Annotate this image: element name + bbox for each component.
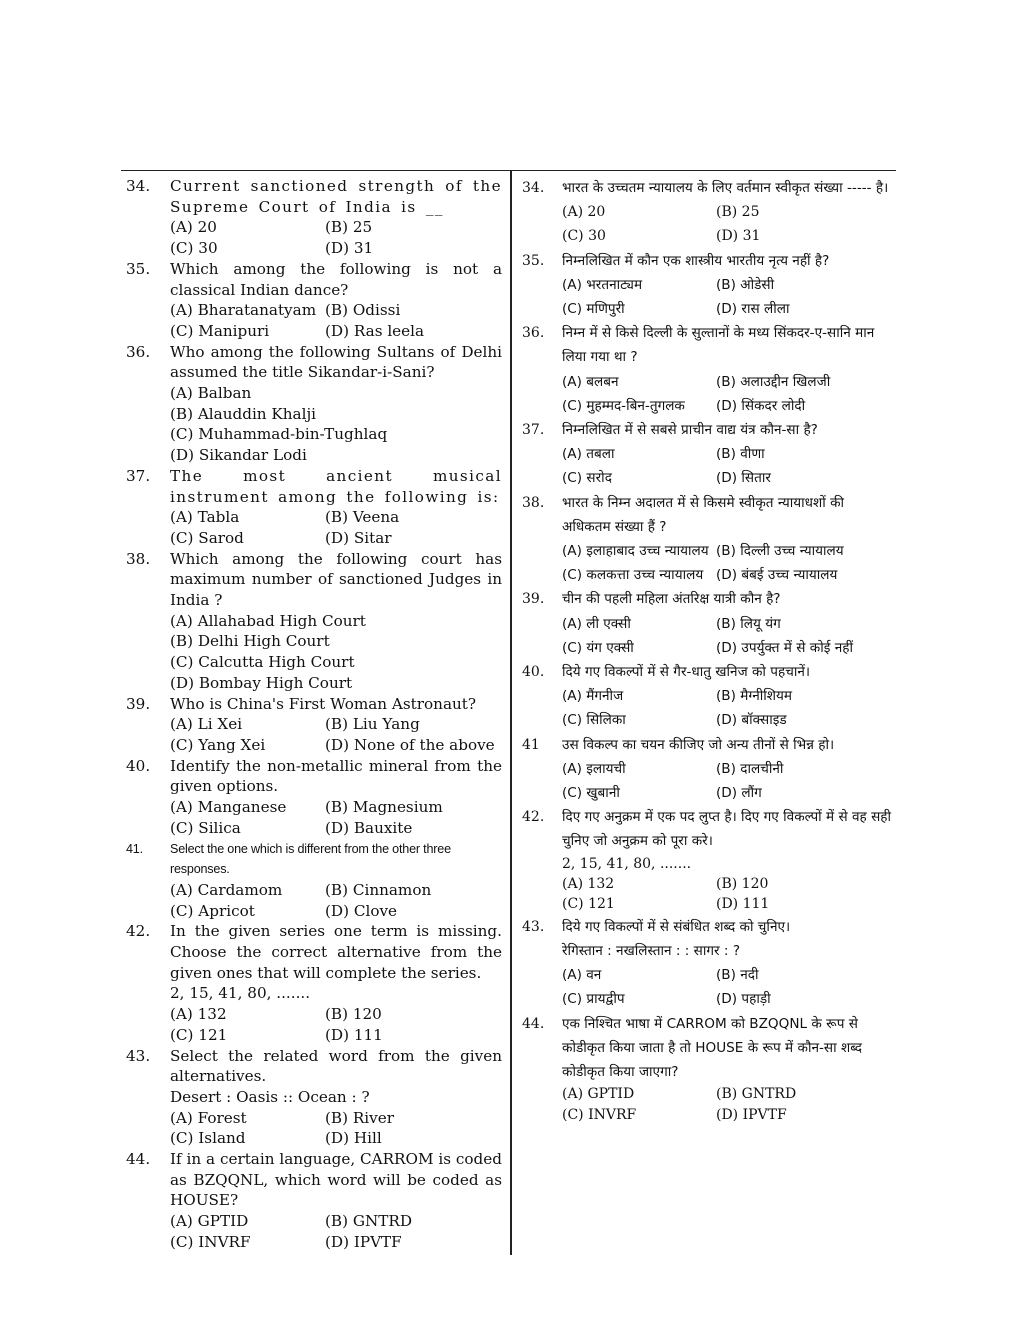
series-sequence: 2, 15, 41, 80, ....... <box>170 984 311 1003</box>
question-number: 41 <box>522 736 540 753</box>
option-b: (B) Alauddin Khalji <box>170 404 317 423</box>
option-a: (A) Allahabad High Court <box>170 611 366 630</box>
option-c: (C) Manipuri <box>170 321 270 340</box>
question-34-hi <box>522 176 892 249</box>
option-a: (A) तबला <box>562 446 615 463</box>
option-a: (A) इलाहाबाद उच्च न्यायालय <box>562 543 709 560</box>
option-c: (C) INVRF <box>170 1232 251 1251</box>
option-b: (B) River <box>325 1108 394 1127</box>
option-b: (B) 120 <box>325 1005 382 1024</box>
question-text: If in a certain language, CARROM is coded as BZQQNL, which word will be coded as HOUSE? <box>170 1150 502 1210</box>
question-number: 34. <box>522 180 545 196</box>
question-38-hi <box>522 491 892 588</box>
option-a: (A) Tabla <box>170 508 240 527</box>
option-a: (A) GPTID <box>170 1212 249 1231</box>
question-text: In the given series one term is missing. Choose the correct alternative from the given ones that will complete the series. <box>170 922 502 982</box>
hindi-column <box>522 176 892 1125</box>
option-d: (D) बंबई उच्च न्यायालय <box>716 567 838 584</box>
question-text: भारत के निम्न अदालत में से किसमे स्वीकृत न्यायाधशों की अधिकतम संख्या हैं ? <box>562 494 845 535</box>
option-c: (C) 30 <box>562 228 606 245</box>
question-42-hi <box>522 805 892 914</box>
option-c: (C) Calcutta High Court <box>170 653 355 672</box>
question-number: 43. <box>522 918 545 935</box>
question-35-en <box>126 259 502 342</box>
option-c: (C) सरोद <box>562 470 612 487</box>
column-divider <box>510 171 512 1255</box>
option-b: (B) दालचीनी <box>716 760 784 777</box>
option-a: (A) Forest <box>170 1108 247 1127</box>
option-d: (D) 31 <box>325 239 374 258</box>
question-40-hi <box>522 660 892 733</box>
question-34-en <box>126 176 502 259</box>
question-39-hi <box>522 587 892 660</box>
option-d: (D) Sitar <box>325 528 392 547</box>
question-text: The most ancient musical instrument among the following is: <box>170 466 502 506</box>
option-b: (B) Cinnamon <box>325 880 432 899</box>
option-b: (B) लियू यंग <box>716 615 781 632</box>
question-number: 36. <box>126 342 151 361</box>
question-36-hi <box>522 321 892 418</box>
question-44-en <box>126 1149 502 1253</box>
option-c: (C) सिलिका <box>562 712 626 729</box>
option-c: (C) प्रायद्वीप <box>562 991 625 1008</box>
option-c: (C) खुबानी <box>562 785 620 802</box>
option-c: (C) Yang Xei <box>170 735 266 754</box>
option-c: (C) INVRF <box>562 1106 637 1123</box>
analogy-prompt: Desert : Oasis :: Ocean : ? <box>170 1087 370 1106</box>
option-a: (A) Cardamom <box>170 880 283 899</box>
question-text: Who is China's First Woman Astronaut? <box>170 694 477 713</box>
option-a: (A) GPTID <box>562 1086 635 1103</box>
option-a: (A) ली एक्सी <box>562 615 631 632</box>
option-d: (D) 111 <box>325 1025 383 1044</box>
question-44-hi <box>522 1012 892 1126</box>
question-text: Who among the following Sultans of Delhi assumed the title Sikandar-i-Sani? <box>170 342 502 382</box>
question-number: 41. <box>126 841 143 856</box>
option-d: (D) None of the above <box>325 735 495 754</box>
option-c: (C) यंग एक्सी <box>562 639 634 656</box>
question-number: 37. <box>522 422 545 439</box>
option-d: (D) उपर्युक्त में से कोई नहीं <box>716 639 854 656</box>
option-a: (A) 132 <box>562 875 615 892</box>
option-d: (D) सितार <box>716 470 771 487</box>
question-number: 42. <box>126 922 151 941</box>
option-c: (C) 121 <box>170 1025 228 1044</box>
question-number: 38. <box>522 494 545 511</box>
option-b: (B) वीणा <box>716 446 765 463</box>
question-number: 40. <box>126 756 151 775</box>
top-rule <box>121 170 896 171</box>
question-text: Select the related word from the given alternatives. <box>170 1046 502 1086</box>
option-c: (C) 121 <box>562 896 615 913</box>
option-d: (D) सिंकदर लोदी <box>716 397 806 414</box>
question-43-hi <box>522 915 892 1012</box>
option-b: (B) दिल्ली उच्च न्यायालय <box>716 543 844 560</box>
question-number: 35. <box>522 252 545 269</box>
option-d: (D) रास लीला <box>716 301 790 318</box>
option-b: (B) Magnesium <box>325 798 443 817</box>
option-d: (D) IPVTF <box>716 1106 787 1123</box>
option-b: (B) 120 <box>716 875 769 892</box>
question-41-hi <box>522 733 892 806</box>
option-a: (A) Bharatanatyam <box>170 301 317 320</box>
question-text: Which among the following is not a classical Indian dance? <box>170 259 502 299</box>
option-a: (A) भरतनाट्यम <box>562 276 643 293</box>
question-number: 36. <box>522 325 545 342</box>
question-number: 39. <box>522 591 545 608</box>
option-c: (C) मणिपुरी <box>562 301 625 318</box>
question-text: भारत के उच्चतम न्यायालय के लिए वर्तमान स्वीकृत संख्या ----- है। <box>562 180 889 196</box>
question-text: एक निश्चित भाषा में CARROM को BZQQNL के रूप से कोडीकृत किया जाता है तो HOUSE के रूप में कौन-सा शब्द कोडीकृत किया जाएगा? <box>562 1015 862 1080</box>
english-column <box>126 176 502 1253</box>
option-c: (C) Island <box>170 1129 246 1148</box>
question-39-en <box>126 694 502 756</box>
question-37-hi <box>522 418 892 491</box>
question-38-en <box>126 549 502 694</box>
series-sequence: 2, 15, 41, 80, ....... <box>562 855 692 872</box>
option-c: (C) मुहम्मद-बिन-तुगलक <box>562 397 685 414</box>
option-c: (C) Apricot <box>170 901 255 920</box>
option-b: (B) मैग्नीशियम <box>716 688 793 705</box>
question-text: दिये गए विकल्पों में से गैर-धातु खनिज को पहचानें। <box>562 664 811 681</box>
question-43-en <box>126 1046 502 1150</box>
option-c: (C) Muhammad-bin-Tughlaq <box>170 425 388 444</box>
option-a: (A) Manganese <box>170 798 287 817</box>
option-a: (A) बलबन <box>562 373 619 390</box>
analogy-prompt: रेगिस्तान : नखलिस्तान : : सागर : ? <box>562 942 741 959</box>
option-a: (A) इलायची <box>562 760 626 777</box>
question-number: 37. <box>126 466 151 485</box>
option-b: (B) अलाउद्दीन खिलजी <box>716 373 831 390</box>
option-d: (D) पहाड़ी <box>716 991 771 1008</box>
question-number: 35. <box>126 259 151 278</box>
question-text: Current sanctioned strength of the Supreme Court of India is __ <box>170 177 502 216</box>
option-d: (D) 111 <box>716 896 770 913</box>
question-number: 42. <box>522 809 545 826</box>
option-b: (B) Veena <box>325 508 400 527</box>
question-40-en <box>126 756 502 839</box>
question-text: Select the one which is different from the other three responses. <box>170 841 451 877</box>
question-36-en <box>126 342 502 466</box>
option-d: (D) बॉक्साइड <box>716 712 787 729</box>
question-number: 44. <box>126 1150 151 1169</box>
question-number: 38. <box>126 549 151 568</box>
question-text: चीन की पहली महिला अंतरिक्ष यात्री कौन है? <box>562 591 781 608</box>
question-text: निम्न में से किसे दिल्ली के सुल्तानों के मध्य सिंकदर-ए-सानि मान लिया गया था ? <box>562 325 875 366</box>
question-text: उस विकल्प का चयन कीजिए जो अन्य तीनों से भिन्न हो। <box>562 736 835 753</box>
question-text: Identify the non-metallic mineral from the given options. <box>170 756 502 796</box>
question-number: 43. <box>126 1046 151 1065</box>
question-35-hi <box>522 249 892 322</box>
option-c: (C) 30 <box>170 239 218 258</box>
question-number: 34. <box>126 177 151 195</box>
option-d: (D) Ras leela <box>325 321 425 340</box>
option-d: (D) Bombay High Court <box>170 673 353 692</box>
option-d: (D) Clove <box>325 901 398 920</box>
option-d: (D) लौंग <box>716 785 762 802</box>
option-a: (A) 132 <box>170 1005 227 1024</box>
option-c: (C) कलकत्ता उच्च न्यायालय <box>562 567 704 584</box>
question-number: 44. <box>522 1015 545 1032</box>
question-text: Which among the following court has maximum number of sanctioned Judges in India ? <box>170 549 502 610</box>
option-a: (A) 20 <box>562 204 606 221</box>
question-text: निम्नलिखित में से सबसे प्राचीन वाद्य यंत्र कौन-सा है? <box>562 422 818 439</box>
question-41-en <box>126 839 502 922</box>
option-a: (A) Balban <box>170 384 252 403</box>
option-c: (C) Sarod <box>170 528 244 547</box>
question-text: निम्नलिखित में कौन एक शास्त्रीय भारतीय नृत्य नहीं है? <box>562 252 830 269</box>
option-b: (B) GNTRD <box>325 1212 413 1231</box>
option-b: (B) Odissi <box>325 301 401 320</box>
question-37-en <box>126 466 502 549</box>
option-d: (D) Hill <box>325 1129 382 1148</box>
option-d: (D) 31 <box>716 228 761 245</box>
option-b: (B) 25 <box>716 204 760 221</box>
option-a: (A) Li Xei <box>170 715 243 734</box>
option-b: (B) ओडेसी <box>716 276 775 293</box>
question-text: दिए गए अनुक्रम में एक पद लुप्त है। दिए गए विकल्पों में से वह सही चुनिए जो अनुक्रम को पूरा करे। <box>562 809 892 850</box>
option-d: (D) IPVTF <box>325 1232 402 1251</box>
option-d: (D) Bauxite <box>325 818 413 837</box>
option-b: (B) Liu Yang <box>325 715 420 734</box>
option-a: (A) मैंगनीज <box>562 688 624 705</box>
option-a: (A) 20 <box>170 218 217 237</box>
option-d: (D) Sikandar Lodi <box>170 446 307 465</box>
question-text: दिये गए विकल्पों में से संबंधित शब्द को चुनिए। <box>562 918 791 935</box>
option-c: (C) Silica <box>170 818 241 837</box>
option-b: (B) नदी <box>716 967 759 984</box>
option-a: (A) वन <box>562 967 602 984</box>
option-b: (B) 25 <box>325 218 373 237</box>
option-b: (B) GNTRD <box>716 1086 797 1103</box>
option-b: (B) Delhi High Court <box>170 632 330 651</box>
question-number: 39. <box>126 694 151 713</box>
question-number: 40. <box>522 664 545 681</box>
question-42-en <box>126 921 502 1045</box>
